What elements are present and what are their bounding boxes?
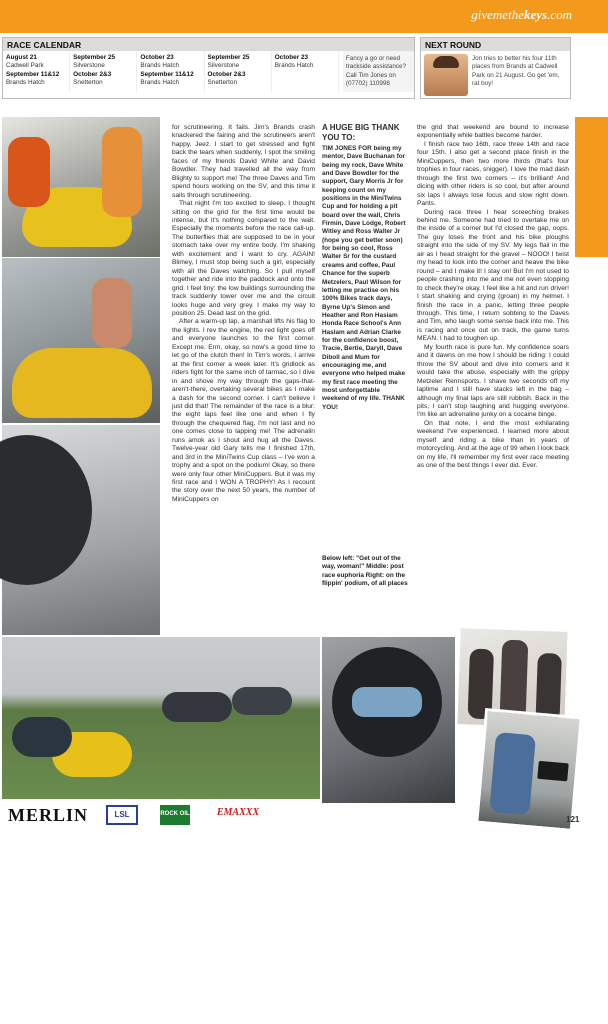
emaxxx-logo: EMAXXX — [216, 807, 260, 818]
calendar-date: October 2&3 — [207, 70, 246, 78]
calendar-date: October 23 — [140, 54, 174, 61]
race-calendar-columns — [3, 51, 414, 92]
tyre-shape — [0, 435, 92, 585]
rider-portrait — [424, 54, 468, 96]
site-url — [471, 7, 572, 23]
next-round-title: NEXT ROUND — [421, 38, 570, 51]
article-paragraph: That night I'm too excited to sleep. I thought sitting on the grid for the first time would be intense, but it's nothing compared to the wait. Especially the moments before the race call-up. The butterflies that are supposed to be in your stomach take over my entire body. I'm shaking with excitement and I want to cry. AGAIN! Blimey, I must stop being such a girl, especially with all the Daves watching. So I pull myself together and ride into the paddock and onto the grid. I feel tiny: the low buildings surrounding the track suddenly tower over me and the circuit looks huge and very grey. I make my way to position 25. Dead last on the grid. — [172, 200, 315, 317]
thanks-text: TIM JONES FOR being my mentor, Dave Buchanan for being my rock, Dave White and Dave Bowdler for the support, Gary Morris Jr for keeping count on my positions in the MiniTwins Cup and for holding a pit board over the wall, Chris Firmin, Dave Lodge, Robert Witley and Ross Walter Jr (hope you get better soon) for being so cool, Ross Walter Sr for the custard creams and coffee, Paul Chance for the superb Metzelers, Paul Wilson for letting me practise on his 100% Bikes track days, Byrne Up's Simon and Heather and Ron Hasiam Honda Race School's Ann Haslam and Adrian Clarke for the confidence boost, Tracie, Bertie, Daryll, Dave Diboll and Mum for encouraging me, and everyone who helped make my first race meeting the most unforgettable weekend of my life. THANK YOU! — [322, 145, 406, 411]
visor-shape — [352, 687, 422, 717]
calendar-date: August 21 — [6, 54, 37, 61]
calendar-date: September 11&12 — [6, 70, 60, 78]
calendar-date: October 2&3 — [73, 70, 112, 78]
calendar-column — [272, 51, 339, 92]
bike-shape — [232, 687, 292, 715]
calendar-venue: Brands Hatch — [140, 62, 180, 70]
calendar-date: September 25 — [73, 54, 116, 61]
calendar-venue: Snetterton — [73, 79, 103, 87]
site-url-keyword: keys — [523, 7, 548, 22]
site-url-prefix: givemethe — [471, 7, 524, 22]
person-shape — [102, 127, 142, 217]
photo-paddock — [2, 258, 160, 423]
calendar-column — [70, 51, 137, 92]
side-accent — [575, 117, 608, 257]
rock-oil-logo: ROCK OIL — [160, 805, 190, 825]
person-shape — [500, 640, 529, 721]
bike-shape — [12, 717, 72, 757]
calendar-venue: Brands Hatch — [140, 79, 180, 87]
article-paragraph: for scrutineering. It fails. Jim's Brands crash knackered the fairing and the scrutineers aren't happy. Jeez. I start to get stressed and fight back the tears when suddenly, I spot the smiling faces of my friends David White and David Bowdler. They had travelled all the way from Blighty to support me! The three Daves and Tim spend hours working on the SV, and this time it sails through scrutineering. — [172, 124, 315, 199]
calendar-venue: Silverstone — [73, 62, 105, 70]
next-round-text: Jon tries to better his four 11th places from Brands at Cadwell Park on 21 August. Go get 'em, rat boy! — [472, 55, 560, 87]
person-shape — [8, 137, 50, 207]
calendar-venue: Snetterton — [207, 79, 238, 87]
person-shape — [489, 732, 536, 815]
article-paragraph: After a warm-up lap, a marshall lifts his flag to the lights. I rev the engine, the red light goes off and everyone launches to the first corner. Except me. Erm, okay, so now's a good time to let go of the clutch then! In Tim's words, I arrive at the first corner a week later. It's gridlock as riders fight for the same inch of tarmac, so I dive in and shove my way through the gaps-that-aren't-there, overtaking several bikes as I make a dash for the second corner. I can't believe I just did that! The remainder of the race is a blur: the eight laps feel like one and when I fly through the chequered flag, I'm not last and no one comes close to lapping me! The adrenalin runs amok as I shout and hug all the Daves. Twelve-year old Gary tells me I finished 17th, and 3rd in the MiniTwins Cup class – I've won a trophy and a spot on the podium! Okay, so there were only four other MiniCuppers. But it was my first race and I WON A TROPHY! As I recount the story over the next 50 years, the number of MiniCuppers on — [172, 318, 315, 503]
photo-captions: Below left: "Get out of the way, woman!" Middle: post race euphoria Right: on the flippin' podium, of all places — [322, 555, 408, 588]
article-column-2 — [417, 124, 569, 471]
calendar-date: September 11&12 — [140, 70, 194, 78]
pitboard-shape — [537, 761, 568, 782]
article-paragraph: I finish race two 16th, race three 14th and race four 15th. I also get a second place finish in the MiniCuppers, then two more thirds (that's four trophies in four races, snigger). I love the mad dash through the first two corners – it's brilliant! And dicing with other riders is so cool, but after around six laps I always lose focus and slow right down. Pants. — [417, 140, 569, 208]
photo-pitboard — [475, 708, 583, 832]
site-url-suffix: .com — [547, 7, 572, 22]
merlin-logo: MERLIN — [8, 805, 89, 825]
thanks-box — [322, 123, 406, 412]
lsl-logo: LSL — [106, 805, 138, 825]
calendar-assistance-note: Fancy a go or need trackside assistance? Call Tim Jones on (07702) 110998 — [343, 51, 414, 92]
photo-helmet — [322, 637, 455, 803]
photo-race-bikes — [2, 637, 320, 799]
calendar-venue: Silverstone — [207, 62, 240, 70]
race-calendar-title: RACE CALENDAR — [3, 38, 414, 51]
article-paragraph: the grid that weekend are bound to increase exponentially while battles become harder. — [417, 124, 569, 140]
calendar-venue: Brands Hatch — [6, 79, 45, 87]
article-paragraph: During race three I hear screeching brakes behind me. Someone had tried to overtake me on the inside of a corner but I'd closed the gap, oops. The guy loses the front and his bike ploughs straight into the side of my SV. My legs flail in the air as I head straight for the gravel – NOOO! I twist my head to look into the corner and heave the bike round – and I make it! I stay on! But I'm not used to people crashing into me and me not even stopping to check they're okay. I feel like a hit and run driver! I start shaking and crying (groan) in my helmet. I finish the race in a panic, letting three people through. This time, I return sobbing to the Daves and Tim, who laugh some sense back into me. This is racing and once out on track, the game turns MEAN. I had to toughen up. — [417, 208, 569, 343]
page-number: 121 — [566, 815, 580, 824]
header-bar — [0, 0, 608, 33]
calendar-date: September 25 — [207, 54, 250, 61]
photo-caption: Top and above: Tim Jones and Daves White and Bowdler battle to get the SV, er, SV shaped — [88, 982, 158, 1023]
bike-shape — [162, 692, 232, 722]
person-shape — [536, 653, 562, 722]
yellow-bike-shape — [12, 348, 152, 418]
photo-pit-crew — [2, 117, 160, 257]
next-round-box — [420, 37, 571, 99]
calendar-venue: Cadwell Park — [6, 62, 44, 70]
calendar-venue: Brands Hatch — [274, 62, 314, 70]
race-calendar — [2, 37, 415, 99]
article-paragraph: On that note, I end the most exhilarating weekend I've experienced. I learned more about myself and riding a bike than in years of motorcycling. And at the age of 99 when I look back on my life, I'll remember my first ever race meeting as one of the best things I ever did. Ever. — [417, 419, 569, 470]
person-shape — [92, 278, 132, 348]
calendar-column — [3, 51, 70, 92]
calendar-column — [205, 51, 272, 92]
calendar-date: October 23 — [274, 54, 309, 61]
thanks-title: A HUGE BIG THANK YOU TO: — [322, 123, 400, 142]
article-paragraph: My fourth race is pure fun. My confidence soars and it dawns on me how I should be riding: I could throw the SV about and dive into corners and it would take the abuse, especially with the grippy Metzeler Rennsports. I shave two seconds off my laptime and I still have stacks left in the bag – although my final laps are still rubbish. Back in the pits, I can't stop laughing and hugging everyone. I'm like an adrenaline junky on a cocaine binge. — [417, 343, 569, 419]
article-column-1 — [172, 124, 315, 504]
calendar-column — [137, 51, 204, 92]
